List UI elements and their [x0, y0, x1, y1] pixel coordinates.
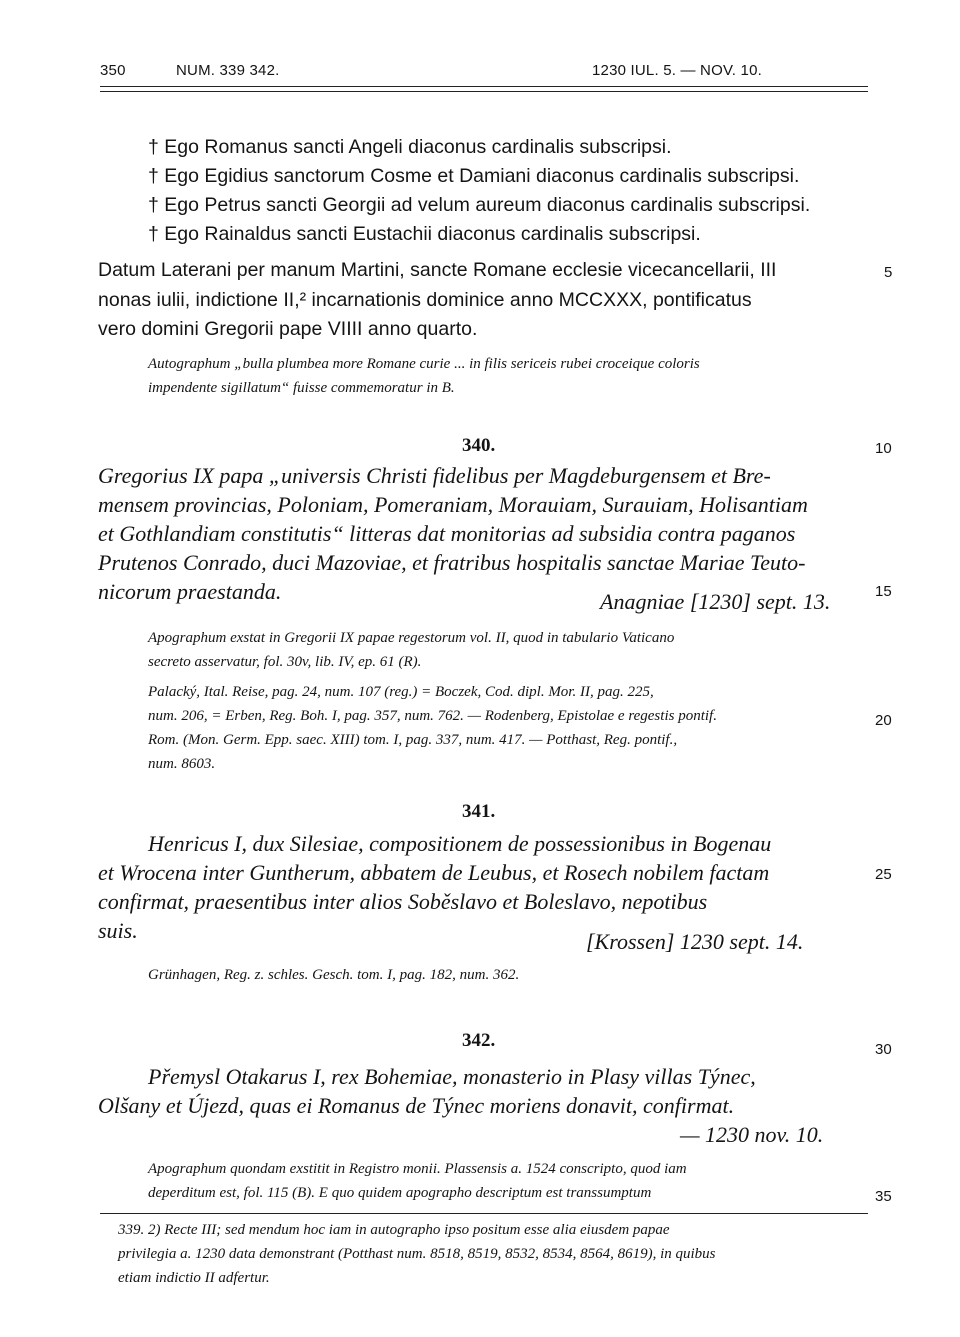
- archival-note: Apographum exstat in Gregorii IX papae regestorum vol. II, quod in tabulario Vaticano: [148, 630, 675, 646]
- footnote-line: privilegia a. 1230 data demonstrant (Potthast num. 8518, 8519, 8532, 8534, 8564, 8619), in quibus: [118, 1246, 716, 1262]
- margin-line-number: 5: [884, 264, 893, 281]
- archival-note: impendente sigillatum“ fuisse commemoratur in B.: [148, 380, 455, 396]
- footnote-line: 339. 2) Recte III; sed mendum hoc iam in autographo ipso positum esse alia eiusdem papae: [118, 1222, 670, 1238]
- subscription-line: † Ego Rainaldus sancti Eustachii diaconus cardinalis subscripsi.: [148, 223, 701, 245]
- bibliography-line: num. 8603.: [148, 756, 216, 772]
- regest-line: Olšany et Újezd, quas ei Romanus de Týnec moriens donavit, confirmat.: [98, 1093, 735, 1118]
- datum-line: nonas iulii, indictione II,² incarnationis dominice anno MCCXXX, pontificatus: [98, 289, 752, 311]
- margin-line-number: 15: [875, 583, 892, 600]
- regest-line: Henricus I, dux Silesiae, compositionem de possessionibus in Bogenau: [148, 831, 772, 856]
- regest-line: et Wrocena inter Guntherum, abbatem de Leubus, et Rosech nobilem factam: [98, 860, 770, 885]
- datum-line: vero domini Gregorii pape VIIII anno quarto.: [98, 318, 478, 340]
- margin-line-number: 30: [875, 1041, 892, 1058]
- archival-note: Apographum quondam exstitit in Registro monii. Plassensis a. 1524 conscripto, quod iam: [148, 1161, 687, 1177]
- date-range: 1230 IUL. 5. — NOV. 10.: [592, 62, 762, 79]
- regest-line: Gregorius IX papa „universis Christi fidelibus per Magdeburgensem et Bre-: [98, 463, 771, 488]
- bibliography-line: Rom. (Mon. Germ. Epp. saec. XIII) tom. I, pag. 337, num. 417. — Potthast, Reg. pontif.,: [148, 732, 678, 748]
- date-place: — 1230 nov. 10.: [680, 1122, 824, 1147]
- running-header: [100, 62, 868, 84]
- subscription-line: † Ego Petrus sancti Georgii ad velum aureum diaconus cardinalis subscripsi.: [148, 194, 811, 216]
- regest-line: suis.: [98, 918, 138, 943]
- margin-line-number: 10: [875, 440, 892, 457]
- document-number: 341.: [462, 801, 496, 822]
- margin-line-number: 20: [875, 712, 892, 729]
- regest-line: et Gothlandiam constitutis“ litteras dat monitorias ad subsidia contra paganos: [98, 521, 796, 546]
- regest-line: confirmat, praesentibus inter alios Soběslavo et Boleslavo, nepotibus: [98, 889, 708, 914]
- footnote-line: etiam indictio II adfertur.: [118, 1270, 270, 1286]
- doc-range: NUM. 339 342.: [176, 62, 280, 79]
- archival-note: deperditum est, fol. 115 (B). E quo quidem apographo descriptum est transsumptum: [148, 1185, 652, 1201]
- subscription-line: † Ego Egidius sanctorum Cosme et Damiani diaconus cardinalis subscripsi.: [148, 165, 800, 187]
- footnote-rule: [100, 1213, 868, 1214]
- regest-line: mensem provincias, Poloniam, Pomeraniam, Morauiam, Surauiam, Holisantiam: [98, 492, 808, 517]
- header-rule-top: [100, 86, 868, 87]
- header-rule-bottom: [100, 91, 868, 92]
- archival-note: secreto asservatur, fol. 30v, lib. IV, ep. 61 (R).: [148, 654, 422, 670]
- datum-line: Datum Laterani per manum Martini, sancte Romane ecclesie vicecancellarii, III: [98, 259, 777, 281]
- regest-line: Přemysl Otakarus I, rex Bohemiae, monasterio in Plasy villas Týnec,: [148, 1064, 756, 1089]
- subscription-line: † Ego Romanus sancti Angeli diaconus cardinalis subscripsi.: [148, 136, 672, 158]
- bibliography-line: num. 206, = Erben, Reg. Boh. I, pag. 357, num. 762. — Rodenberg, Epistolae e regestis pontif.: [148, 708, 717, 724]
- regest-line: nicorum praestanda.: [98, 579, 282, 604]
- archival-note: Autographum „bulla plumbea more Romane curie ... in filis sericeis rubei croceique coloris: [148, 356, 700, 372]
- margin-line-number: 25: [875, 866, 892, 883]
- regest-line: Prutenos Conrado, duci Mazoviae, et fratribus hospitalis sanctae Mariae Teuto-: [98, 550, 806, 575]
- margin-line-number: 35: [875, 1188, 892, 1205]
- bibliography-line: Palacký, Ital. Reise, pag. 24, num. 107 (reg.) = Boczek, Cod. dipl. Mor. II, pag. 225,: [148, 684, 654, 700]
- document-number: 340.: [462, 435, 496, 456]
- bibliography-line: Grünhagen, Reg. z. schles. Gesch. tom. I, pag. 182, num. 362.: [148, 967, 520, 983]
- document-number: 342.: [462, 1030, 496, 1051]
- date-place: [Krossen] 1230 sept. 14.: [586, 929, 804, 954]
- date-place: Anagniae [1230] sept. 13.: [600, 589, 831, 614]
- page-number: 350: [100, 62, 126, 79]
